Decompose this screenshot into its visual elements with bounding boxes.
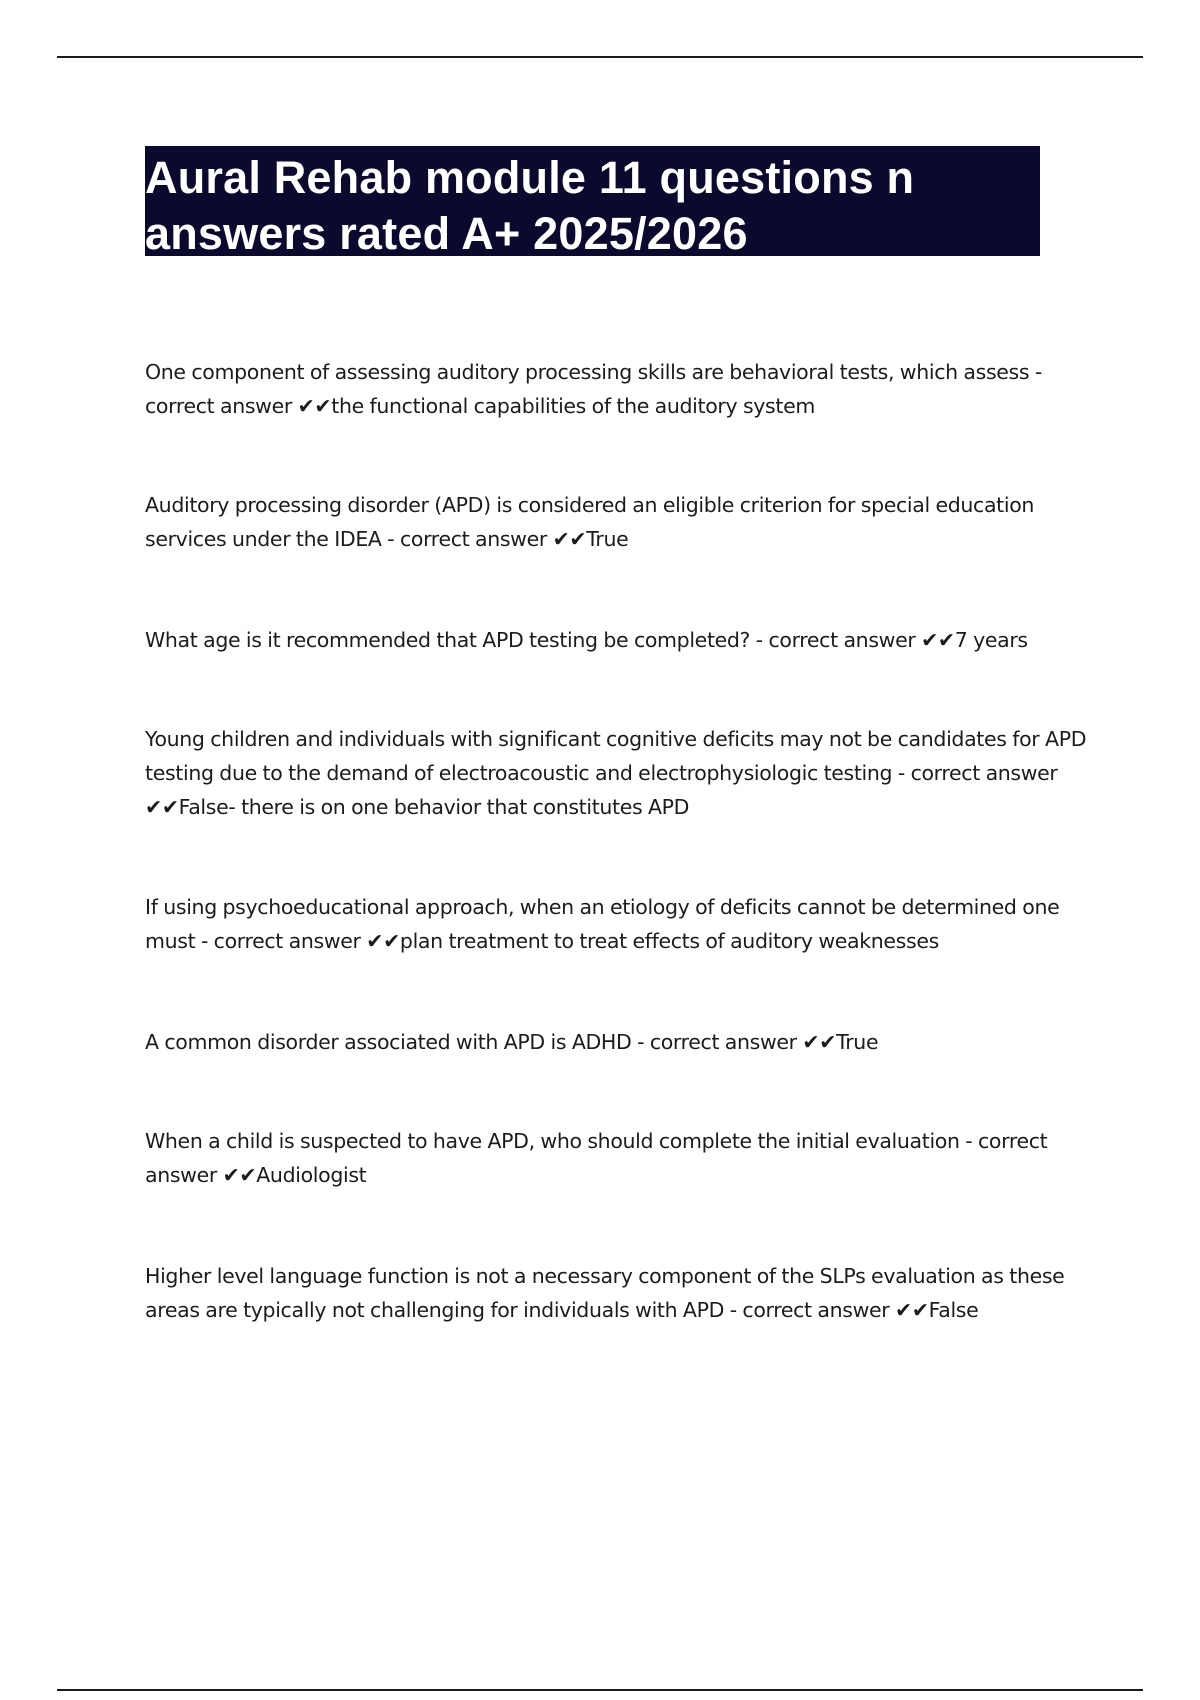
document-title-block <box>145 146 1040 259</box>
qa-item-3: What age is it recommended that APD testing be completed? - correct answer ✔✔7 years <box>145 628 1028 652</box>
qa-item-7: When a child is suspected to have APD, who should complete the initial evaluation - correct answer ✔✔Audiologist <box>145 1129 1048 1187</box>
qa-item-1: One component of assessing auditory processing skills are behavioral tests, which assess - correct answer ✔✔the functional capabilities of the auditory system <box>145 360 1042 418</box>
qa-item-4: Young children and individuals with significant cognitive deficits may not be candidates for APD testing due to the demand of electroacoustic and electrophysiologic testing - correct answer ✔✔False- there is on one behavior that constitutes APD <box>145 727 1087 819</box>
qa-item-8: Higher level language function is not a necessary component of the SLPs evaluation as these areas are typically not challenging for individuals with APD - correct answer ✔✔False <box>145 1264 1065 1322</box>
qa-item-2: Auditory processing disorder (APD) is considered an eligible criterion for special education services under the IDEA - correct answer ✔✔True <box>145 493 1035 551</box>
qa-item-5: If using psychoeducational approach, when an etiology of deficits cannot be determined one must - correct answer ✔✔plan treatment to treat effects of auditory weaknesses <box>145 895 1060 953</box>
header-rule <box>57 56 1143 58</box>
qa-item-6: A common disorder associated with APD is ADHD - correct answer ✔✔True <box>145 1030 879 1054</box>
footer-rule <box>57 1689 1143 1691</box>
document-title: Aural Rehab module 11 questions n answers rated A+ 2025/2026 <box>145 152 915 259</box>
